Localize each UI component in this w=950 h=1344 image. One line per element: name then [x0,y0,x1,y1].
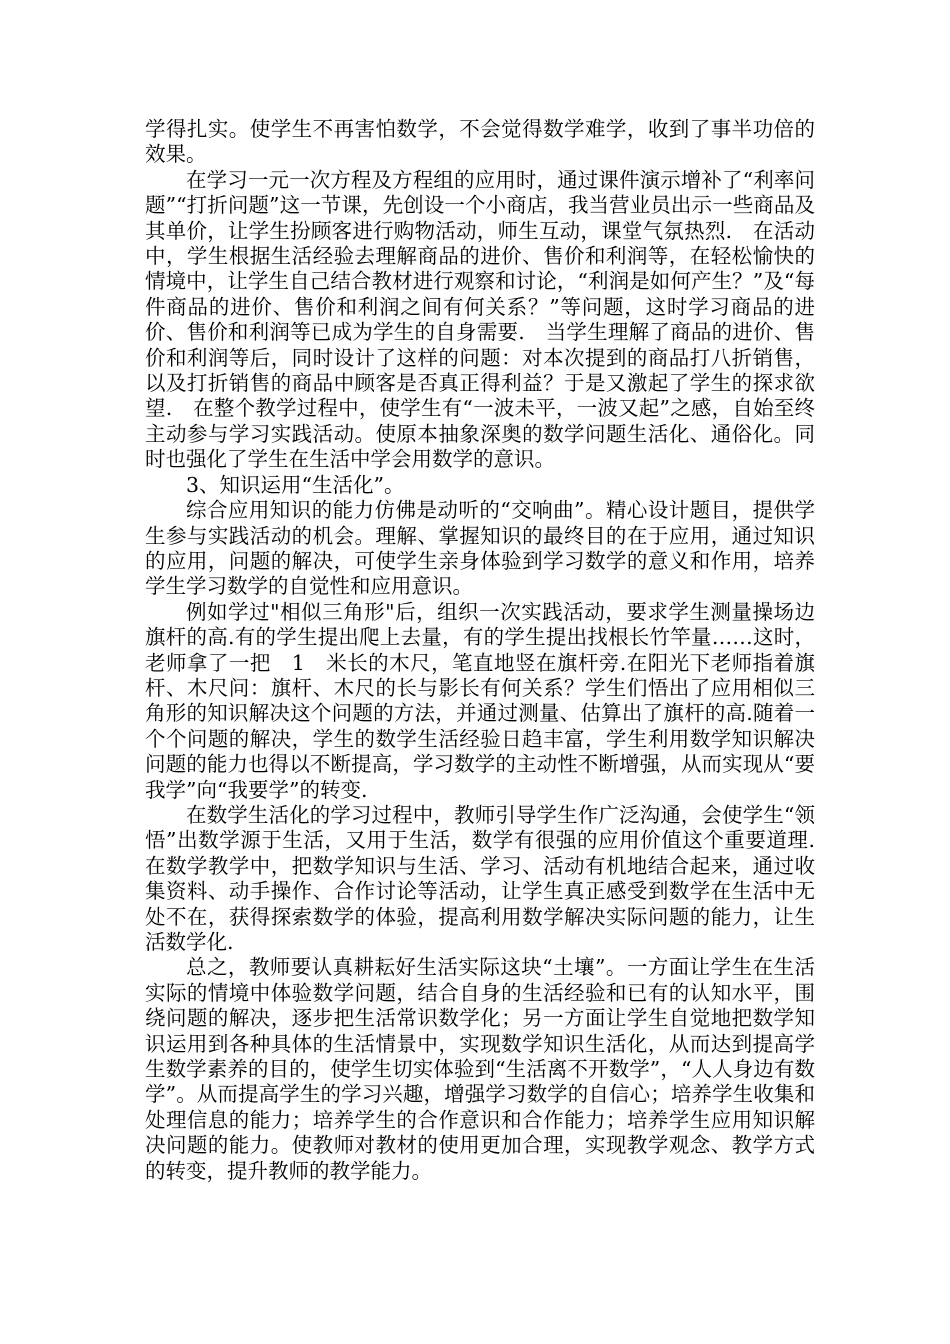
paragraph-conclusion: 总之，教师要认真耕耘好生活实际这块“土壤”。一方面让学生在生活实际的情境中体验数学问题，结合自身的生活经验和已有的认知水平，围绕问题的解决，逐步把生活常识数学化；另一方面让学生自觉地把数学知识运用到各种具体的生活情景中，实现数学知识生活化，从而达到提高学生数学素养的目的，使学生切实体验到“生活离不开数学”，“人人身边有数学”。从而提高学生的学习兴趣，增强学习数学的自信心；培养学生收集和处理信息的能力；培养学生的合作意识和合作能力；培养学生应用知识解决问题的能力。使教师对教材的使用更加合理，实现教学观念、教学方式的转变，提升教师的教学能力。 [145,955,815,1183]
paragraph-continuation: 学得扎实。使学生不再害怕数学，不会觉得数学难学，收到了事半功倍的效果。 [145,117,815,167]
body-text [145,117,815,1184]
paragraph-shopping-activity: 在学习一元一次方程及方程组的应用时，通过课件演示增补了“利率问题”“打折问题”这一节课，先创设一个小商店，我当营业员出示一些商品及其单价，让学生扮顾客进行购物活动，师生互动，课堂气氛热烈. 在活动中，学生根据生活经验去理解商品的进价、售价和利润等，在轻松愉快的情境中，让学生自己结合教材进行观察和讨论，“利润是如何产生？”及“每件商品的进价、售价和利润之间有何关系？”等问题，这时学习商品的进价、售价和利润等已成为学生的自身需要. 当学生理解了商品的进价、售价和利润等后，同时设计了这样的问题：对本次提到的商品打八折销售，以及打折销售的商品中顾客是否真正得利益？于是又激起了学生的探求欲望. 在整个教学过程中，使学生有“一波未平，一波又起”之感，自始至终主动参与学习实践活动。使原本抽象深奥的数学问题生活化、通俗化。同时也强化了学生在生活中学会用数学的意识。 [145,167,815,472]
section-heading-knowledge-application: 3、知识运用“生活化”。 [186,472,405,497]
paragraph-similar-triangles-example: 例如学过"相似三角形"后，组织一次实践活动，要求学生测量操场边旗杆的高.有的学生提出爬上去量，有的学生提出找根长竹竿量……这时，老师拿了一把 1 米长的木尺，笔直地竖在旗杆旁.在阳光下老师指着旗杆、木尺问：旗杆、木尺的长与影长有何关系？学生们悟出了应用相似三角形的知识解决这个问题的方法，并通过测量、估算出了旗杆的高.随着一个个问题的解决，学生的数学生活经验日趋丰富，学生利用数学知识解决问题的能力也得以不断提高，学习数学的主动性不断增强，从而实现从“要我学”向“我要学”的转变. [145,599,815,802]
paragraph-comprehensive-application: 综合应用知识的能力仿佛是动听的“交响曲”。精心设计题目，提供学生参与实践活动的机会。理解、掌握知识的最终目的在于应用，通过知识的应用，问题的解决，可使学生亲身体验到学习数学的意义和作用，培养学生学习数学的自觉性和应用意识。 [145,498,815,599]
paragraph-math-life: 在数学生活化的学习过程中，教师引导学生作广泛沟通，会使学生“领悟”出数学源于生活，又用于生活，数学有很强的应用价值这个重要道理.在数学教学中，把数学知识与生活、学习、活动有机地结合起来，通过收集资料、动手操作、合作讨论等活动，让学生真正感受到数学在生活中无处不在，获得探索数学的体验，提高利用数学解决实际问题的能力，让生活数学化. [145,802,815,954]
